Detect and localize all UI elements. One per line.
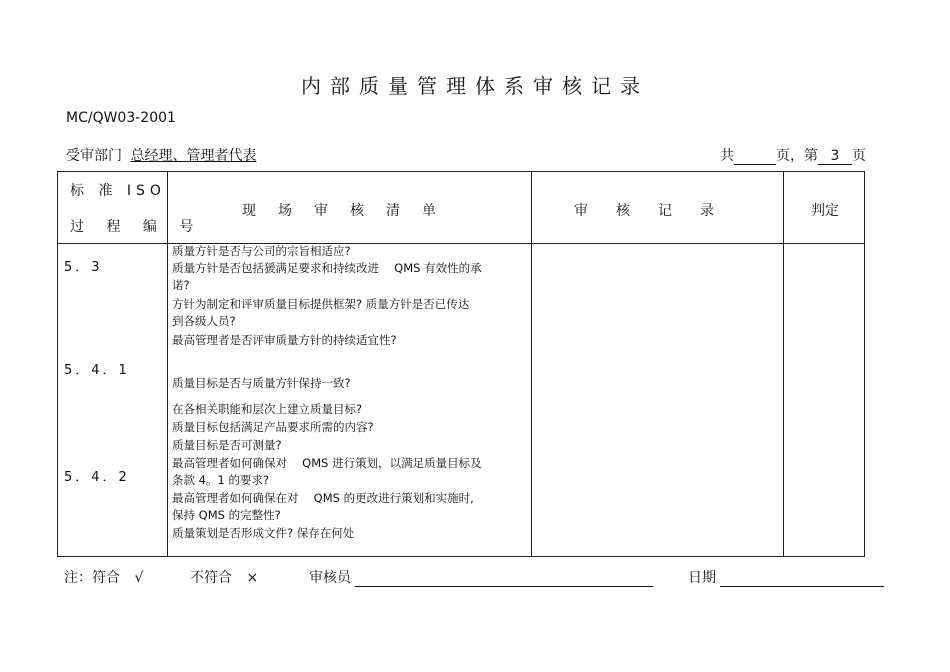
cross-symbol: ×: [246, 570, 259, 586]
question-line: 方针为制定和评审质量目标提供框架? 质量方针是否已传达: [172, 297, 470, 311]
footer-conform-label: 注：符合: [64, 570, 120, 586]
question-line: 质量目标包括满足产品要求所需的内容?: [172, 420, 374, 434]
footer-auditor: [309, 567, 653, 587]
audited-department-value: 总经理、管理者代表: [130, 148, 257, 164]
header-standard-line2: 过 程 编 号: [70, 219, 203, 235]
footer-date: [688, 567, 884, 587]
footer-nonconform: [190, 567, 258, 587]
auditor-label: 审核员: [309, 570, 351, 586]
question-line: 质量方针是否包括猨满足要求和持续改进 QMS 有效性的承: [172, 261, 482, 275]
question-line: 条款 4。1 的要求?: [172, 473, 270, 487]
page-total-blank: [734, 148, 776, 165]
document-number: MC/QW03-2001: [66, 110, 176, 126]
question-line: 诺?: [172, 278, 190, 292]
question-line: 质量目标是否与质量方针保持一致?: [172, 376, 351, 390]
audited-department-label: 受审部门: [66, 148, 122, 164]
col-divider-3: [783, 172, 784, 556]
page-mid: 页，第: [776, 148, 818, 164]
header-checklist: 现场审核清单: [242, 203, 458, 219]
question-line: 最高管理者如何确保在对 QMS 的更改进行策划和实施时,: [172, 491, 474, 505]
date-label: 日期: [688, 570, 716, 586]
question-line: 质量策划是否形成文件? 保存在何处: [172, 526, 355, 540]
col-divider-2: [531, 172, 532, 556]
clause-5-4-1: 5．4．1: [64, 363, 130, 378]
question-line: 在各相关职能和层次上建立质量目标?: [172, 402, 363, 416]
page-prefix: 共: [720, 148, 734, 164]
clause-5-3: 5．3: [64, 260, 103, 275]
document-title: 内部质量管理体系审核记录: [301, 74, 649, 98]
clause-5-4-2: 5．4．2: [64, 470, 130, 485]
page-suffix: 页: [852, 148, 866, 164]
header-judgement: 判定: [811, 203, 839, 219]
question-line: 最高管理者如何确保对 QMS 进行策划，以满足质量目标及: [172, 456, 482, 470]
header-standard-line1: 标 准 ISO: [70, 183, 166, 199]
page-current: 3: [818, 148, 852, 165]
question-line: 质量目标是否可测量?: [172, 438, 282, 452]
footer-nonconform-label: 不符合: [190, 570, 232, 586]
header-audit-record: 审核记录: [574, 203, 742, 219]
audited-department-row: [66, 145, 256, 165]
audit-table: [57, 171, 865, 557]
auditor-signature-line: [355, 571, 653, 587]
question-line: 到各级人员?: [172, 314, 236, 328]
page-count-row: [720, 145, 866, 165]
question-line: 最高管理者是否评审质量方针的持续适宜性?: [172, 333, 397, 347]
question-line: 保持 QMS 的完整性?: [172, 508, 281, 522]
question-line: 质量方针是否与公司的宗旨相适应?: [172, 244, 351, 258]
footer-note: [64, 567, 143, 587]
date-line: [720, 571, 884, 587]
check-symbol: √: [134, 570, 144, 586]
